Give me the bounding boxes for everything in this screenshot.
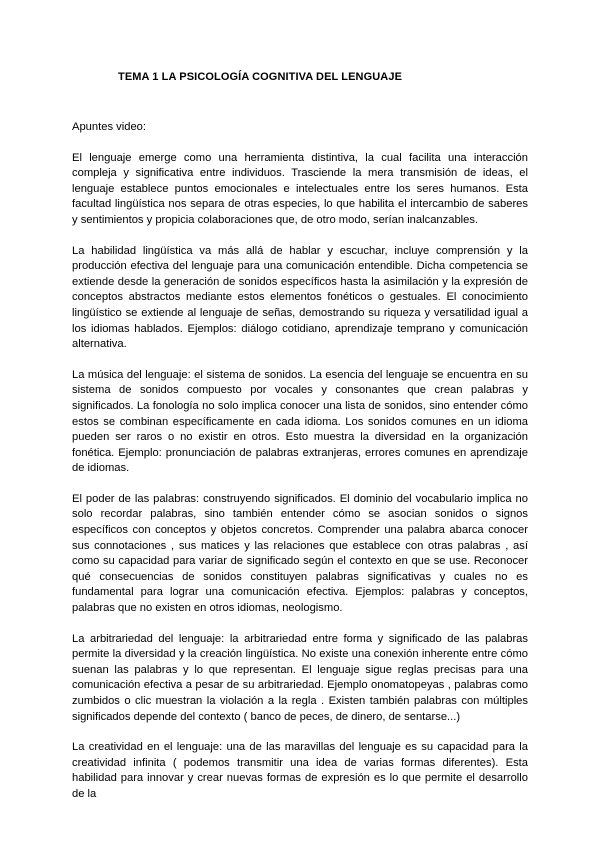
document-title: TEMA 1 LA PSICOLOGÍA COGNITIVA DEL LENGUAJE (118, 71, 403, 83)
paragraph-power-of-words: El poder de las palabras: construyendo significados. El dominio del vocabulario implica no solo recordar palabras, sino también entender cómo se asocian sonidos o signos específicos con conceptos y objetos concretos. Comprender una palabra abarca conocer sus connotaciones , sus matices y las relaciones que establece con otras palabras , así como su capacidad para variar de significado según el contexto en que se use. Reconocer qué consecuencias de sonidos constituyen palabras significativas y cuales no es fundamental para lograr una comunicación efectiva. Ejemplos: palabras y conceptos, palabras que no existen en otros idiomas, neologismo. (72, 492, 528, 615)
notes-subtitle: Apuntes video: (72, 121, 147, 133)
paragraph-creativity: La creatividad en el lenguaje: una de las maravillas del lenguaje es su capacidad para la creatividad infinita ( podemos transmitir una idea de varias formas diferentes). Esta habilidad para innovar y crear nuevas formas de expresión es lo que permite el desarrollo de la (72, 741, 528, 800)
paragraph-sound-system: La música del lenguaje: el sistema de sonidos. La esencia del lenguaje se encuentra en su sistema de sonidos compuesto por vocales y consonantes que crean palabras y significados. La fonología no solo implica conocer una lista de sonidos, sino entender cómo estos se combinan específicamente en cada idioma. Los sonidos comunes en un idioma pueden ser raros o no existir en otros. Esto muestra la diversidad en la organización fonética. Ejemplo: pronunciación de palabras extranjeras, errores comunes en aprendizaje de idiomas. (72, 368, 528, 475)
paragraph-language-tool: El lenguaje emerge como una herramienta distintiva, la cual facilita una interacción compleja y significativa entre individuos. Trasciende la mera transmisión de ideas, el lenguaje establece puntos emocionales e intelectuales entre los seres humanos. Esta facultad lingüística nos separa de otras especies, lo que habilita el intercambio de saberes y sentimientos y propicia colaboraciones que, de otro modo, serían inalcanzables. (72, 151, 528, 226)
paragraph-linguistic-ability: La habilidad lingüística va más allá de hablar y escuchar, incluye comprensión y la producción efectiva del lenguaje para una comunicación entendible. Dicha competencia se extiende desde la generación de sonidos específicos hasta la asimilación y la expresión de conceptos abstractos mediante estos elementos fonéticos o gestuales. El conocimiento lingüístico se extiende al lenguaje de señas, demostrando su riqueza y versatilidad igual a los idiomas hablados. Ejemplos: diálogo cotidiano, aprendizaje temprano y comunicación alternativa. (72, 244, 528, 351)
document-body (72, 120, 528, 818)
paragraph-arbitrariness: La arbitrariedad del lenguaje: la arbitrariedad entre forma y significado de las palabras permite la diversidad y la creación lingüística. No existe una conexión inherente entre cómo suenan las palabras y lo que representan. El lenguaje sigue reglas precisas para una comunicación efectiva a pesar de su arbitrariedad. Ejemplo onomatopeyas , palabras como zumbidos o clic muestran la violación a la regla . Existen también palabras con múltiples significados depende del contexto ( banco de peces, de dinero, de sentarse...) (72, 632, 528, 723)
